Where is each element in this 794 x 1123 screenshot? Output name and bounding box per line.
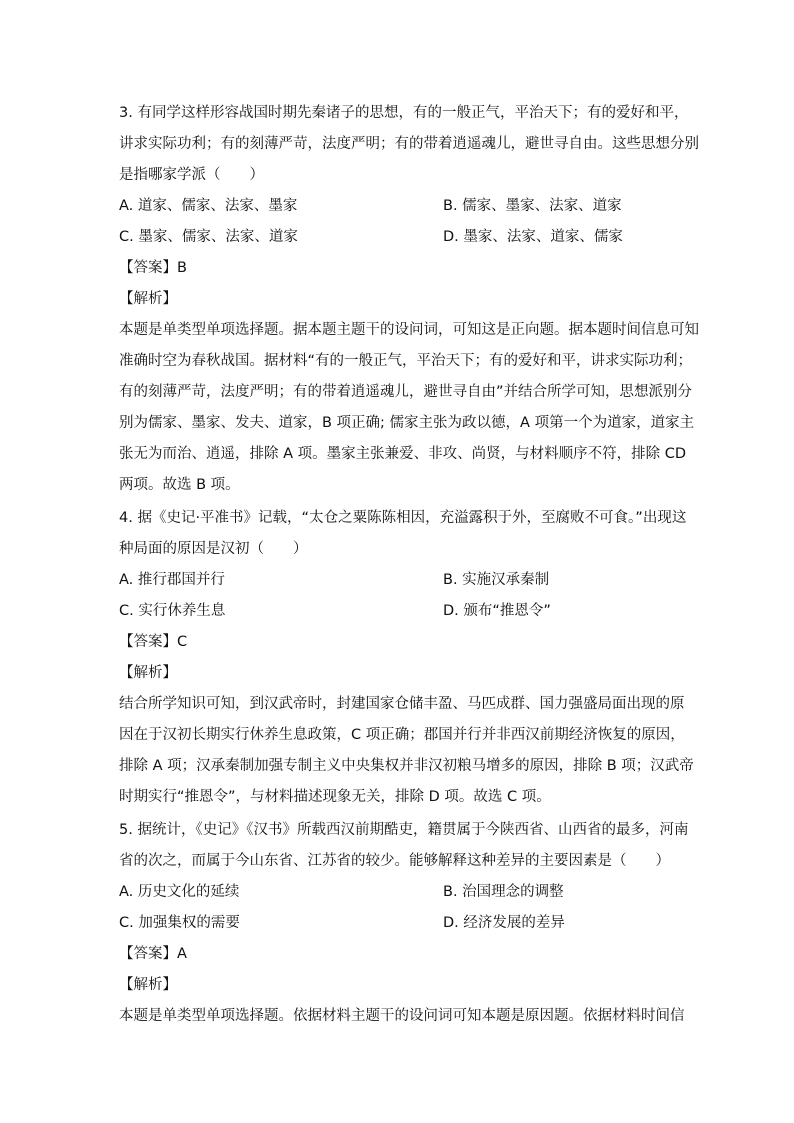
q3-answer: 【答案】B [119,260,187,276]
q4-analysis-title: 【解析】 [119,665,177,681]
q3-option-b: B. 儒家、墨家、法家、道家 [443,198,622,214]
q4-option-a: A. 推行郡国并行 [119,572,225,588]
q3-option-d: D. 墨家、法家、道家、儒家 [443,229,623,245]
q3-stem-line-2: 讲求实际功利；有的刻薄严苛，法度严明；有的带着逍遥魂儿，避世寻自由。这些思想分别 [119,136,699,152]
q5-stem-line-1: 5. 据统计，《史记》《汉书》所载西汉前期酷吏，籍贯属于今陕西省、山西省的最多，河南 [119,822,689,838]
q5-answer: 【答案】A [119,946,187,962]
q5-analysis-line-1: 本题是单类型单项选择题。依据材料主题干的设问词可知本题是原因题。依据材料时间信 [119,1008,685,1024]
q4-analysis-line-1: 结合所学知识可知，到汉武帝时，封建国家仓储丰盈、马匹成群、国力强盛局面出现的原 [119,696,685,712]
q4-stem-line-2: 种局面的原因是汉初（ ） [119,541,308,557]
q3-option-c: C. 墨家、儒家、法家、道家 [119,229,298,245]
q3-analysis-line-5: 张无为而治、逍遥，排除 A 项。墨家主张兼爱、非攻、尚贤，与材料顺序不符，排除 CD [119,446,687,462]
q3-stem-line-3: 是指哪家学派（ ） [119,167,264,183]
q5-analysis-title: 【解析】 [119,977,177,993]
q3-analysis-line-3: 有的刻薄严苛，法度严明；有的带着逍遥魂儿，避世寻自由”并结合所学可知，思想派别分 [119,384,693,400]
q3-analysis-line-1: 本题是单类型单项选择题。据本题主题干的设问词，可知这是正向题。据本题时间信息可知 [119,322,699,338]
q4-analysis-line-2: 因在于汉初长期实行休养生息政策，C 项正确；郡国并行并非西汉前期经济恢复的原因， [119,727,685,743]
q3-stem-line-1: 3. 有同学这样形容战国时期先秦诸子的思想，有的一般正气，平治天下；有的爱好和平， [119,105,689,121]
q4-option-d: D. 颁布“推恩令” [443,603,551,619]
q5-option-d: D. 经济发展的差异 [443,915,565,931]
q5-stem-line-2: 省的次之，而属于今山东省、江苏省的较少。能够解释这种差异的主要因素是（ ） [119,853,670,869]
q4-stem-line-1: 4. 据《史记·平准书》记载，“太仓之粟陈陈相因，充溢露积于外，至腐败不可食。”出现这 [119,510,687,526]
q3-analysis-line-2: 准确时空为春秋战国。据材料“有的一般正气，平治天下；有的爱好和平，讲求实际功利； [119,353,693,369]
q4-analysis-line-3: 排除 A 项；汉承秦制加强专制主义中央集权并非汉初粮马增多的原因，排除 B 项；汉武帝 [119,758,694,774]
q3-analysis-line-4: 别为儒家、墨家、发夫、道家，B 项正确; 儒家主张为政以德，A 项第一个为道家，道家主 [119,415,695,431]
q5-option-b: B. 治国理念的调整 [443,884,564,900]
q4-analysis-line-4: 时期实行“推恩令”，与材料描述现象无关，排除 D 项。故选 C 项。 [119,789,551,805]
q4-answer: 【答案】C [119,634,188,650]
q4-option-b: B. 实施汉承秦制 [443,572,550,588]
q4-option-c: C. 实行休养生息 [119,603,226,619]
q3-analysis-line-6: 两项。故选 B 项。 [119,477,240,493]
q5-option-c: C. 加强集权的需要 [119,915,240,931]
q3-option-a: A. 道家、儒家、法家、墨家 [119,198,298,214]
q5-option-a: A. 历史文化的延续 [119,884,240,900]
q3-analysis-title: 【解析】 [119,291,177,307]
